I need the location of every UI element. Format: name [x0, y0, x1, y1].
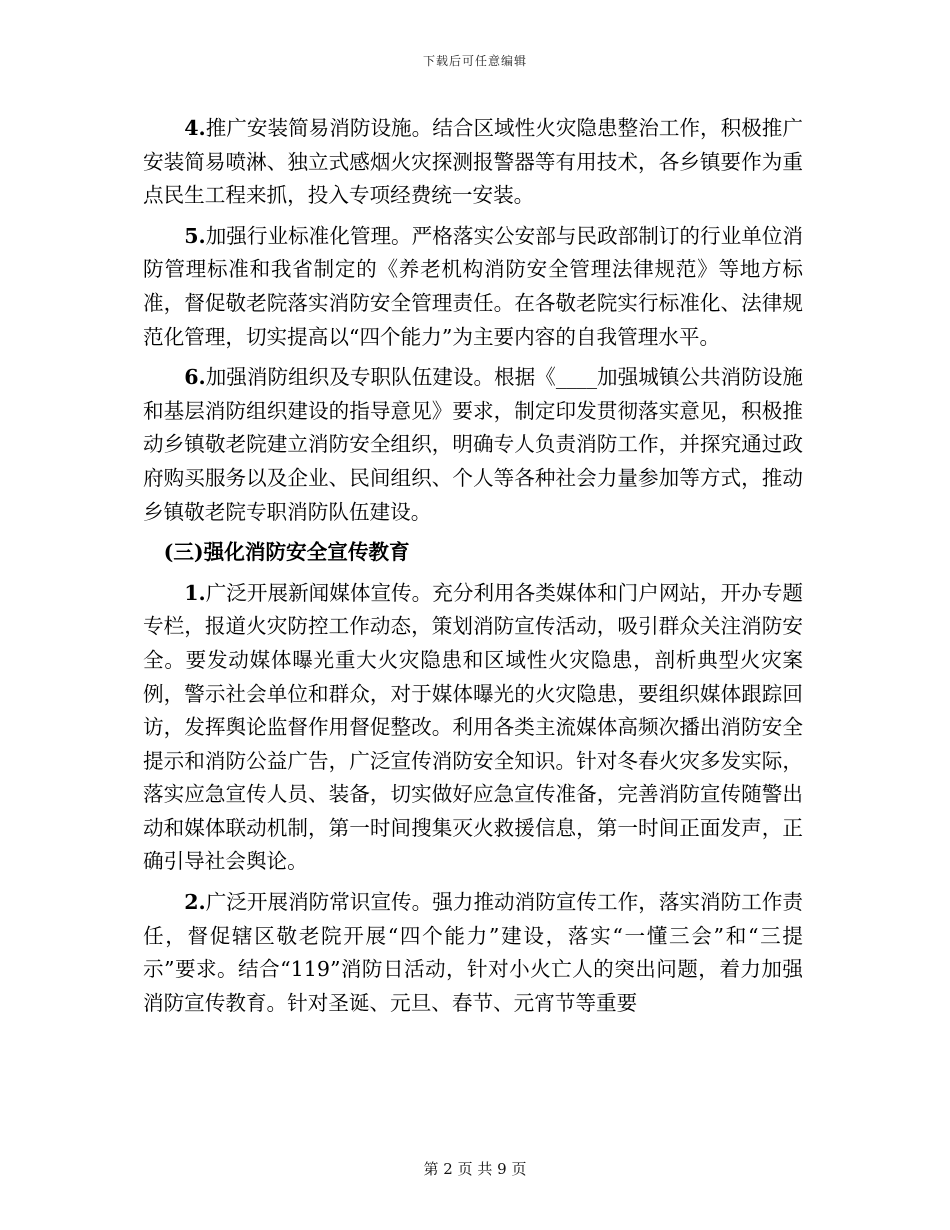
paragraph-item-5: [143, 220, 803, 354]
paragraph-text: 广泛开展消防常识宣传。强力推动消防宣传工作，落实消防工作责任，督促辖区敬老院开展“四个能力”建设，落实“一懂三会”和“三提示”要求。结合“119”消防日活动，针对小火亡人的突出问题，着力加强消防宣传教育。针对圣诞、元旦、春节、元宵节等重要: [143, 890, 803, 1015]
section-paragraph-2: [143, 886, 803, 1020]
paragraph-item-6: [143, 361, 803, 529]
paragraph-number: 4.: [184, 116, 206, 140]
paragraph-text: 加强行业标准化管理。严格落实公安部与民政部制订的行业单位消防管理标准和我省制定的《养老机构消防安全管理法律规范》等地方标准，督促敬老院落实消防安全管理责任。在各敬老院实行标准化、法律规范化管理，切实提高以“四个能力”为主要内容的自我管理水平。: [143, 223, 803, 349]
paragraph-text: 推广安装简易消防设施。结合区域性火灾隐患整治工作，积极推广安装简易喷淋、独立式感烟火灾探测报警器等有用技术，各乡镇要作为重点民生工程来抓，投入专项经费统一安装。: [143, 116, 803, 208]
paragraph-number: 1.: [184, 580, 206, 605]
paragraph-text: 广泛开展新闻媒体宣传。充分利用各类媒体和门户网站，开办专题专栏，报道火灾防控工作动态，策划消防宣传活动，吸引群众关注消防安全。要发动媒体曝光重大火灾隐患和区域性火灾隐患，剖析典型火灾案例，警示社会单位和群众，对于媒体曝光的火灾隐患，要组织媒体跟踪回访，发挥舆论监督作用督促整改。利用各类主流媒体高频次播出消防安全提示和消防公益广告，广泛宣传消防安全知识。针对冬春火灾多发实际，落实应急宣传人员、装备，切实做好应急宣传准备，完善消防宣传随警出动和媒体联动机制，第一时间搜集灭火救援信息，第一时间正面发声，正确引导社会舆论。: [143, 580, 803, 874]
paragraph-number: 6.: [184, 365, 206, 390]
paragraph-text: 加强消防组织及专职队伍建设。根据《____加强城镇公共消防设施和基层消防组织建设的指导意见》要求，制定印发贯彻落实意见，积极推动乡镇敬老院建立消防安全组织，明确专人负责消防工作，并探究通过政府购买服务以及企业、民间组织、个人等各种社会力量参加等方式，推动乡镇敬老院专职消防队伍建设。: [143, 365, 803, 524]
document-body: [143, 112, 803, 1020]
section-heading: (三)强化消防安全宣传教育: [163, 540, 410, 565]
paragraph-item-4: [143, 112, 803, 213]
page-footer: 第 2 页 共 9 页: [423, 1160, 527, 1178]
paragraph-number: 5.: [184, 223, 206, 248]
paragraph-number: 2.: [184, 890, 206, 915]
section-paragraph-1: [143, 577, 803, 879]
page-header: 下载后可任意编辑: [422, 54, 527, 68]
